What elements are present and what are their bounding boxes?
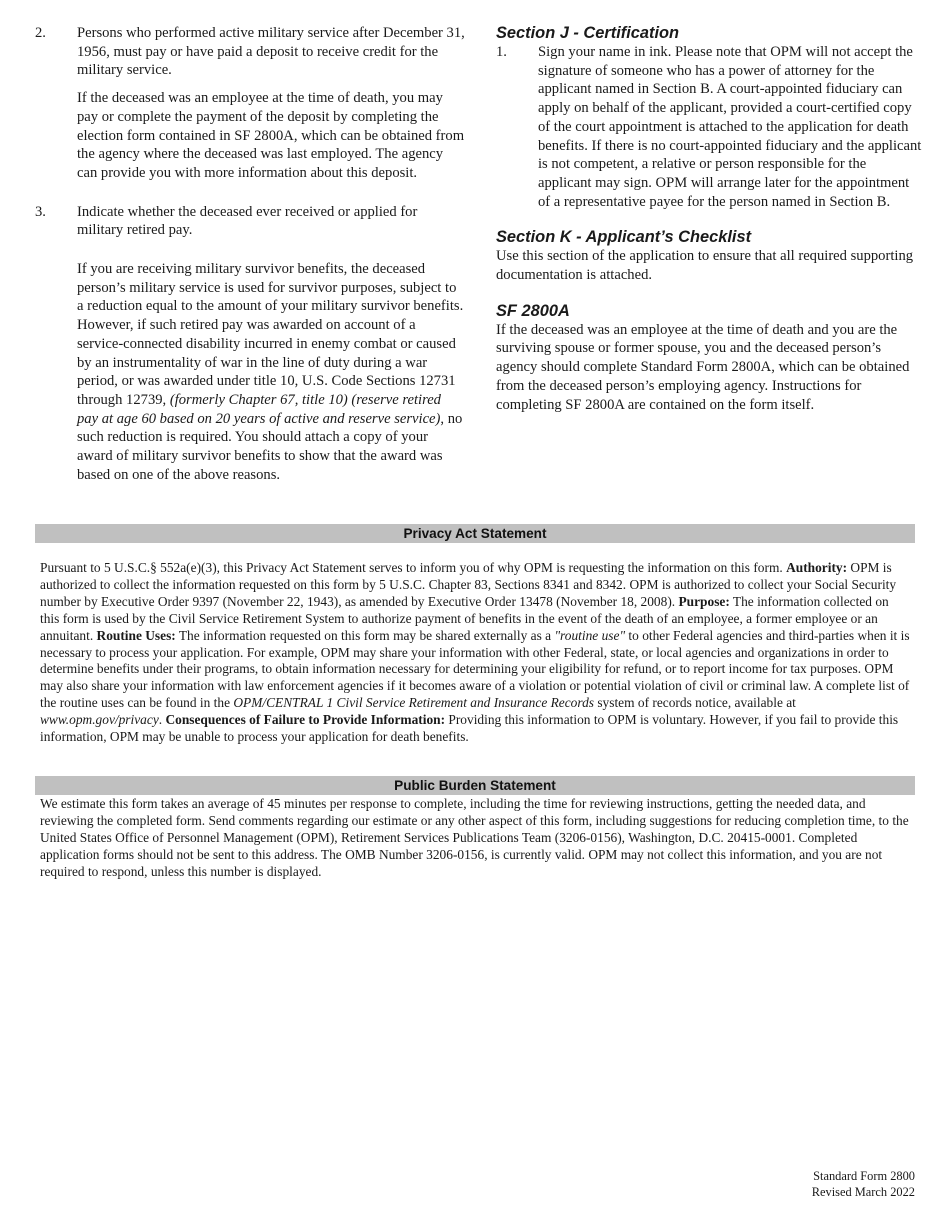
instruction-item-2	[35, 24, 465, 80]
privacy-text-2: OPM is authorized to collect the information requested on this form by 5 U.S.C. Chapter 83, Sections 8341 and 8342. OPM is authorized to collect your Social Security number by Executive Order 9397 (November 22, 1943), as amended by Executive Order 13478 (November 18, 2008).	[40, 560, 897, 609]
purpose-label: Purpose:	[678, 593, 730, 609]
privacy-act-heading-bar: Privacy Act Statement	[35, 524, 915, 543]
public-burden-text: We estimate this form takes an average of 45 minutes per response to complete, including the time for reviewing instructions, getting the needed data, and reviewing the completed form. Send comments regarding our estimate or any other aspect of this form, including suggestions for reducing completion time, to the United States Office of Personnel Management (OPM), Retirement Services Publications Team (3206-0156), Washington, D.C. 20415-0001. Completed application forms should not be sent to this address. The OMB Number 3206-0156, is currently valid. OPM may not collect this information, and you are not required to respond, unless this number is displayed.	[40, 796, 909, 879]
consequences-label: Consequences of Failure to Provide Information:	[165, 712, 446, 728]
item-number: 1.	[496, 44, 507, 60]
item-2-paragraph: If the deceased was an employee at the time of death, you may pay or complete the payment of the deposit by completing the election form contained in SF 2800A, which can be obtained from the agency where the deceased was last employed. The agency can provide you with more information about this deposit.	[77, 90, 465, 181]
certification-item-1	[496, 43, 922, 211]
privacy-act-text	[40, 560, 910, 746]
item-number: 3.	[35, 203, 46, 220]
privacy-text-7: .	[158, 712, 166, 728]
item-3-text-b: , no such reduction is required. You should attach a copy of your award of military survivor benefits to show that the award was based on one of the above reasons.	[77, 410, 463, 483]
left-column	[35, 24, 465, 484]
privacy-text-3: The information collected on this form is used by the Civil Service Retirement System to authorize payment of benefits in the event of the death of an employee, a former employee or an annuitant.	[40, 593, 889, 643]
records-notice-title: OPM/CENTRAL 1 Civil Service Retirement and Insurance Records	[233, 695, 594, 711]
instruction-item-3	[35, 203, 465, 240]
authority-label: Authority:	[786, 560, 848, 575]
routine-use-term: "routine use"	[554, 627, 626, 643]
item-text: Indicate whether the deceased ever received or applied for military retired pay.	[77, 203, 418, 239]
privacy-text-5: to other Federal agencies and third-parties when it is necessary to process your application. For example, OPM may share your information with other Federal, state, or local agencies and organizations in order to determine benefits under their programs, to obtain information necessary for determining your eligibility for refund, or to report income for tax purposes. OPM may also share your information with law enforcement agencies if it becomes aware of a violation or potential violation of civil or criminal law. A complete list of the routine uses can be found in the	[40, 627, 910, 711]
section-k-text: Use this section of the application to ensure that all required supporting documentation is attached.	[496, 248, 914, 284]
form-revision: Revised March 2022	[811, 1184, 915, 1199]
right-column	[496, 24, 922, 414]
sf2800a-text: If the deceased was an employee at the time of death and you are the surviving spouse or former spouse, you and the deceased person’s agency should complete Standard Form 2800A, which can be obtained from the deceased person’s employing agency. Instructions for completing SF 2800A are contained on the form itself.	[496, 321, 910, 413]
item-text: Persons who performed active military service after December 31, 1956, must pay or have paid a deposit to receive credit for the military service.	[77, 25, 465, 79]
item-text: Sign your name in ink. Please note that OPM will not accept the signature of someone who has a power of attorney for the applicant named in Section B. A court-appointed fiduciary can apply on behalf of the applicant, provided a court-certified copy of the court appointment is attached to the application for death benefits. If there is no court-appointed fiduciary and the applicant is not competent, a relative or person responsible for the applicant may sign. OPM will arrange later for the appointment of a representative payee for the person named in Section B.	[538, 44, 922, 210]
item-3-text-italic: (formerly Chapter 67, title 10) (reserve retired pay at age 60 based on 20 years of active and reserve service)	[77, 391, 441, 427]
item-3-paragraph	[77, 260, 465, 484]
item-3-text-a: If you are receiving military survivor benefits, the deceased person’s military service is used for survivor purposes, subject to a reduction equal to the amount of your military survivor benefits. However, if such retired pay was awarded on account of a service-connected disability incurred in enemy combat or caused by an instrumentality of war in the line of duty during a war period, or was awarded under title 10, U.S. Code Sections 12731 through 12739,	[77, 261, 464, 408]
form-footer	[812, 1169, 915, 1200]
public-burden-heading-bar: Public Burden Statement	[35, 776, 915, 795]
privacy-text-6: system of records notice, available at	[594, 695, 796, 711]
form-name: Standard Form 2800	[813, 1169, 915, 1183]
section-k-heading: Section K - Applicant’s Checklist	[496, 228, 752, 247]
privacy-text-4: The information requested on this form may be shared externally as a	[175, 627, 555, 643]
section-j-heading: Section J - Certification	[496, 24, 680, 42]
privacy-url: www.opm.gov/privacy	[40, 712, 159, 728]
routine-uses-label: Routine Uses:	[96, 627, 176, 643]
privacy-text-8: Providing this information to OPM is voluntary. However, if you fail to provide this information, OPM may be unable to process your application for death benefits.	[40, 712, 899, 745]
privacy-text-1: Pursuant to 5 U.S.C.§ 552a(e)(3), this Privacy Act Statement serves to inform you of why OPM is requesting the information on this form.	[40, 560, 787, 575]
item-number: 2.	[35, 25, 46, 41]
sf2800a-heading: SF 2800A	[496, 301, 570, 320]
